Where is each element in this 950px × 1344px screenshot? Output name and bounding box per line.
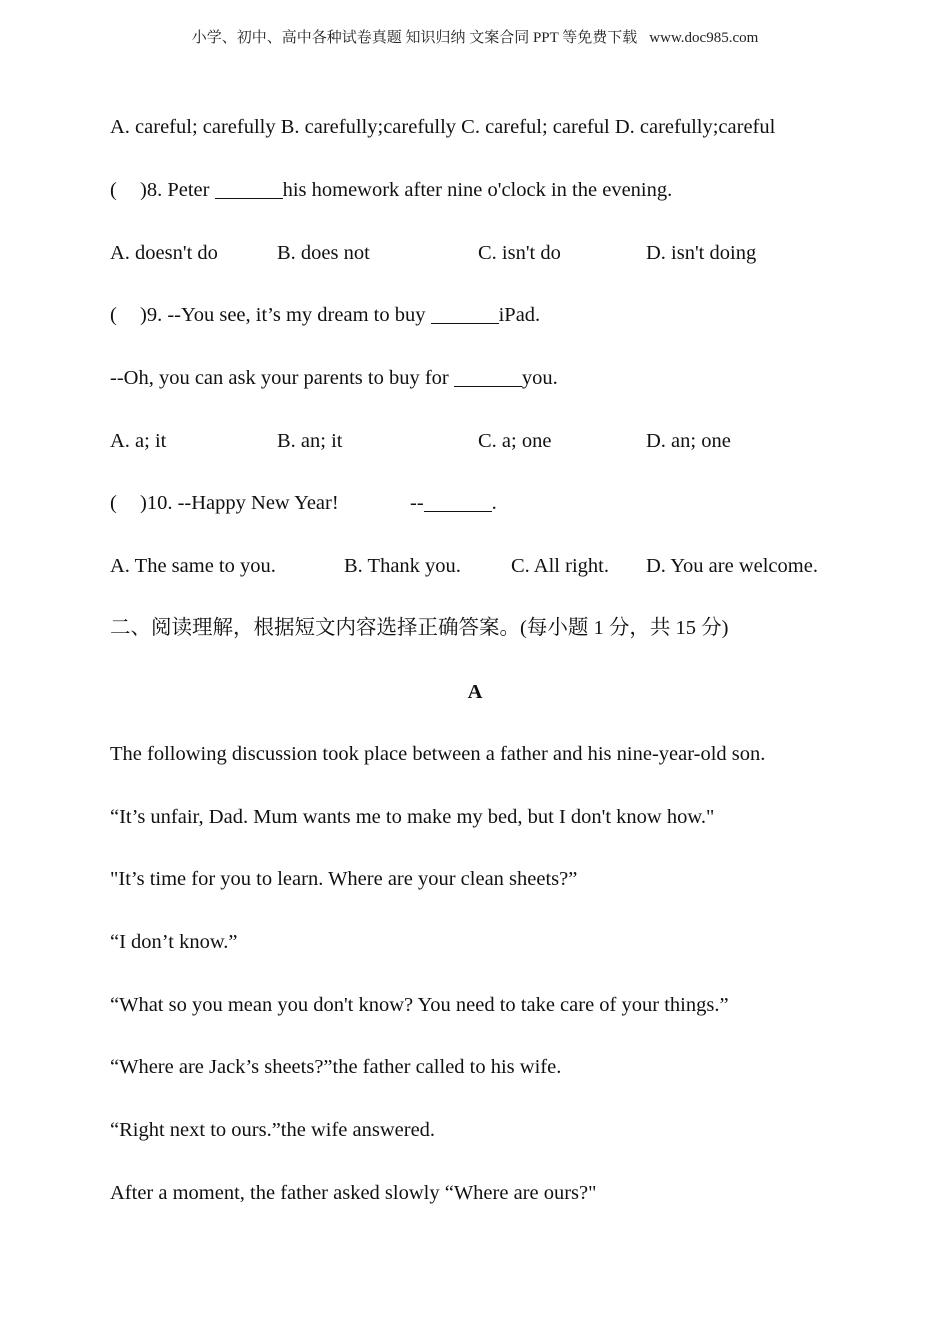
answer-blank xyxy=(215,178,283,199)
q9-option-a[interactable]: A. a; it xyxy=(110,430,167,452)
page-header xyxy=(0,26,950,47)
passage-paragraph: “What so you mean you don't know? You need to take care of your things.” xyxy=(110,994,729,1016)
answer-blank xyxy=(424,491,492,512)
q8-rest: his homework after nine o'clock in the evening. xyxy=(282,179,673,201)
q9-line2 xyxy=(110,365,558,391)
q7-options: A. careful; carefully B. carefully;carefully C. careful; careful D. carefully;careful xyxy=(110,116,776,138)
q10-option-b[interactable]: B. Thank you. xyxy=(344,555,461,577)
q8-stem: )8. Peter xyxy=(140,179,210,201)
answer-blank xyxy=(431,303,499,324)
q10-reply-pre: -- xyxy=(410,492,424,514)
q9-options xyxy=(110,428,850,454)
q9-option-b[interactable]: B. an; it xyxy=(277,430,343,452)
passage-paragraph: “It’s unfair, Dad. Mum wants me to make my bed, but I don't know how." xyxy=(110,806,715,828)
passage-title: A xyxy=(467,681,483,703)
passage-paragraph: "It’s time for you to learn. Where are your clean sheets?” xyxy=(110,868,578,890)
q8-option-a[interactable]: A. doesn't do xyxy=(110,242,218,264)
q10-reply-post: . xyxy=(491,492,497,514)
q8-option-c[interactable]: C. isn't do xyxy=(478,242,561,264)
q8-option-d[interactable]: D. isn't doing xyxy=(646,242,757,264)
answer-blank xyxy=(454,366,522,387)
q10-stem: )10. --Happy New Year! xyxy=(140,492,339,514)
q10-option-a[interactable]: A. The same to you. xyxy=(110,555,276,577)
header-url[interactable]: www.doc985.com xyxy=(649,30,759,46)
question-8 xyxy=(110,177,672,203)
q9-option-c[interactable]: C. a; one xyxy=(478,430,552,452)
q10-option-d[interactable]: D. You are welcome. xyxy=(646,555,818,577)
q9-option-d[interactable]: D. an; one xyxy=(646,430,731,452)
q10-option-c[interactable]: C. All right. xyxy=(511,555,609,577)
answer-bracket[interactable]: ( xyxy=(110,492,117,514)
question-9 xyxy=(110,302,540,328)
passage-paragraph: The following discussion took place between a father and his nine-year-old son. xyxy=(110,743,766,765)
passage-paragraph: After a moment, the father asked slowly “Where are ours?" xyxy=(110,1182,597,1204)
passage-paragraph: “I don’t know.” xyxy=(110,931,238,953)
q8-option-b[interactable]: B. does not xyxy=(277,242,370,264)
q9-line2-pre: --Oh, you can ask your parents to buy for xyxy=(110,367,449,389)
q9-rest: iPad. xyxy=(498,304,541,326)
q9-line2-post: you. xyxy=(521,367,558,389)
passage-paragraph: “Right next to ours.”the wife answered. xyxy=(110,1119,436,1141)
q9-stem: )9. --You see, it’s my dream to buy xyxy=(140,304,426,326)
question-10 xyxy=(110,490,850,516)
answer-bracket[interactable]: ( xyxy=(110,304,117,326)
q10-options xyxy=(110,553,850,579)
passage-paragraph: “Where are Jack’s sheets?”the father called to his wife. xyxy=(110,1056,562,1078)
answer-bracket[interactable]: ( xyxy=(110,179,117,201)
q8-options xyxy=(110,240,850,266)
header-text: 小学、初中、高中各种试卷真题 知识归纳 文案合同 PPT 等免费下载 xyxy=(191,30,638,46)
section-heading: 二、阅读理解，根据短文内容选择正确答案。(每小题 1 分，共 15 分) xyxy=(110,617,729,639)
